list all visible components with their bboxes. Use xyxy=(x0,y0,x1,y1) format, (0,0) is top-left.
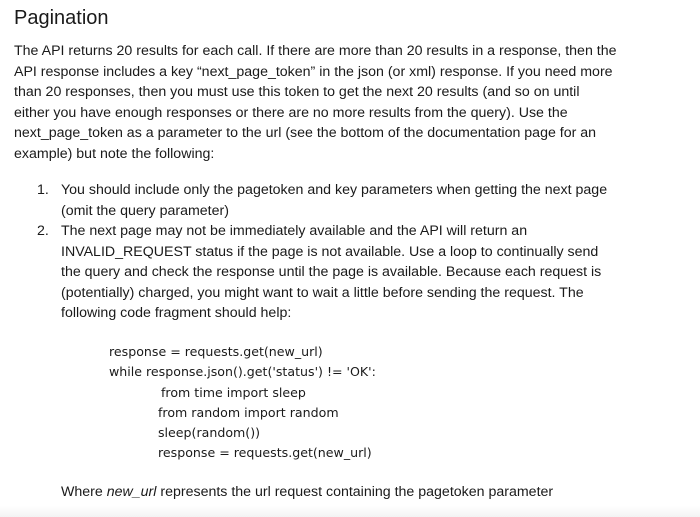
list-item-text xyxy=(61,180,694,221)
list-item-text xyxy=(61,221,694,324)
list-item xyxy=(14,180,694,221)
list-item-line: You should include only the pagetoken and key parameters when getting the next page xyxy=(61,182,608,198)
list-item-line: INVALID_REQUEST status if the page is not available. Use a loop to continually send xyxy=(61,243,599,260)
intro-line: either you have enough responses or there are no more results from the query). Use the xyxy=(14,104,568,121)
code-line: response = requests.get(new_url) xyxy=(158,445,372,461)
list-item-line: (potentially) charged, you might want to wait a little before sending the request. The xyxy=(61,284,584,301)
code-line: from time import sleep xyxy=(161,384,306,400)
list-item-number: 2. xyxy=(37,223,49,239)
footer-note xyxy=(61,482,553,503)
list-item-line: The next page may not be immediately available and the API will return an xyxy=(61,223,528,239)
code-line: from random import random xyxy=(158,404,339,420)
intro-line: next_page_token as a parameter to the url (see the bottom of the documentation page for an xyxy=(14,125,597,141)
code-fragment xyxy=(109,342,376,464)
code-line: response = requests.get(new_url) xyxy=(109,344,323,359)
intro-line: example) but note the following: xyxy=(14,145,215,162)
intro-line: The API returns 20 results for each call. If there are more than 20 results in a response, then the xyxy=(14,43,617,59)
footer-suffix: represents the url request containing the pagetoken parameter xyxy=(156,484,554,500)
code-line: while response.json().get('status') != 'OK': xyxy=(109,364,376,380)
list-item-line: the query and check the response until the page is available. Because each request is xyxy=(61,264,602,280)
code-line: sleep(random()) xyxy=(158,425,261,441)
intro-line: than 20 responses, then you must use this token to get the next 20 results (and so on until xyxy=(14,84,580,100)
footer-emphasis: new_url xyxy=(106,484,157,500)
list-item-line: following code fragment should help: xyxy=(61,305,292,321)
list-item-number: 1. xyxy=(37,182,49,198)
footer-prefix: Where xyxy=(61,484,107,500)
intro-paragraph xyxy=(14,41,694,164)
page-title: Pagination xyxy=(14,7,109,29)
list-item-line: (omit the query parameter) xyxy=(61,202,229,219)
intro-line: API response includes a key “next_page_token” in the json (or xml) response. If you need more xyxy=(14,63,613,80)
page-bottom-fade xyxy=(0,506,700,517)
list-item xyxy=(14,221,694,324)
